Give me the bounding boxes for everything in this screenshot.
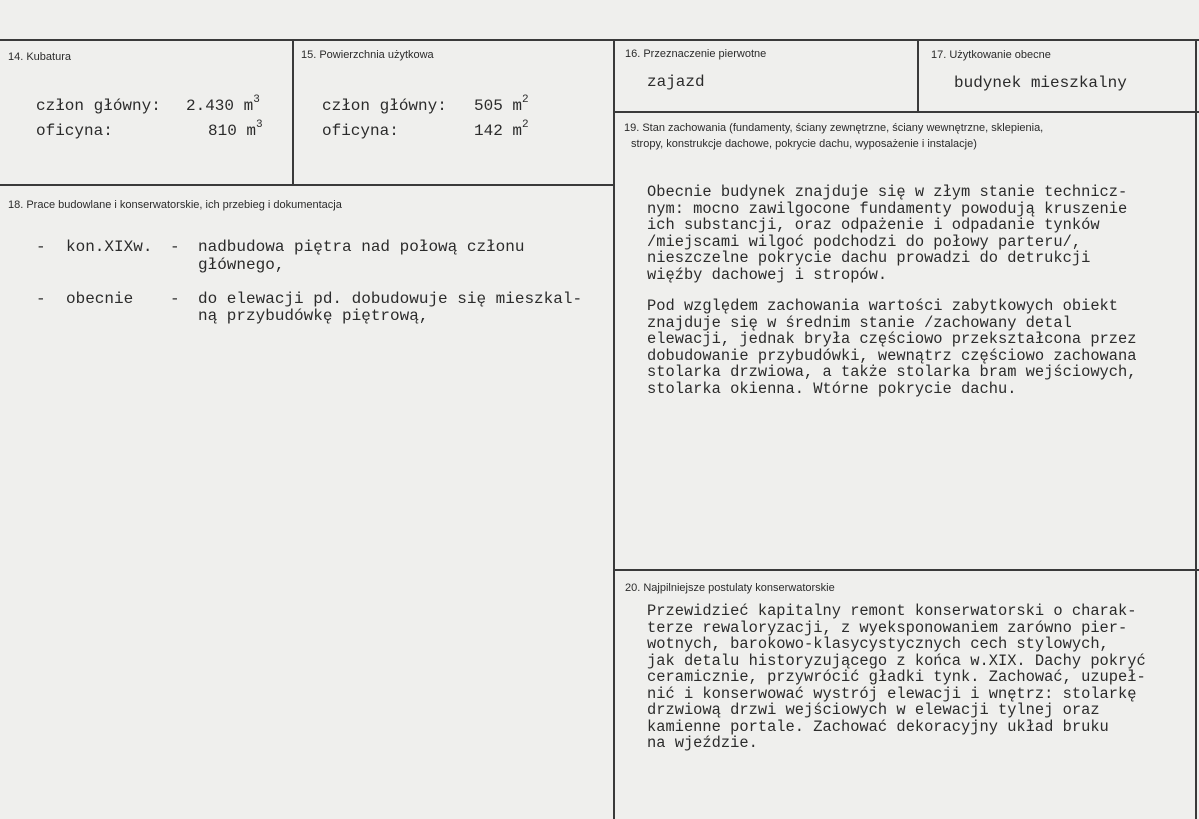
text-line: dobudowanie przybudówki, wewnątrz częściowo zachowana <box>647 346 1137 365</box>
text-line: ich substancji, oraz odpażenie i odpadanie tynków <box>647 216 1100 234</box>
field-19-label-line-2: stropy, konstrukcje dachowe, pokrycie dachu, wyposażenie i instalacje) <box>631 138 977 150</box>
text-line: na wjeździe. <box>647 734 758 752</box>
entry-dash: - <box>36 238 46 256</box>
text-line: nić i konserwować wystrój elewacji i wnętrz: stolarkę <box>647 684 1137 703</box>
field-19-label-line-1: 19. Stan zachowania (fundamenty, ściany zewnętrzne, ściany wewnętrzne, sklepienia, <box>624 122 1044 134</box>
top-rule <box>0 39 1199 41</box>
field-15-label: 15. Powierzchnia użytkowa <box>301 49 434 61</box>
field-20-paragraph <box>647 603 1146 752</box>
field-15-row-2-value: 142 $m^2$ <box>474 119 529 140</box>
divider-14-15 <box>292 40 294 186</box>
text-line: /miejscami wilgoć podchodzi do połowy parteru/, <box>647 232 1082 251</box>
field-17-value: budynek mieszkalny <box>954 74 1127 92</box>
field-14-label: 14. Kubatura <box>8 51 71 63</box>
rule-above-20 <box>614 569 1199 571</box>
entry-separator: - <box>170 238 180 256</box>
entry-text-line: ną przybudówkę piętrową, <box>198 307 429 325</box>
text-line: stolarka okienna. Wtórne pokrycie dachu. <box>647 379 1017 398</box>
text-line: Przewidzieć kapitalny remont konserwatorski o charak- <box>647 602 1137 620</box>
field-20-label: 20. Najpilniejsze postulaty konserwatorskie <box>625 582 835 594</box>
field-19-paragraph-1 <box>647 184 1127 283</box>
entry-separator: - <box>170 290 180 308</box>
field-16-label: 16. Przeznaczenie pierwotne <box>625 48 767 60</box>
divider-left-right <box>613 40 615 819</box>
field-19-paragraph-2 <box>647 298 1137 397</box>
text-line: wotnych, barokowo-klasycystycznych cech stylowych, <box>647 635 1109 653</box>
rule-under-16-17 <box>614 111 1199 113</box>
divider-16-17 <box>917 40 919 112</box>
field-15-row-1-name: człon główny: <box>322 97 447 115</box>
text-line: stolarka drzwiowa, a także stolarka bram wejściowych, <box>647 363 1137 381</box>
entry-text-line: nadbudowa piętra nad połową członu <box>198 238 525 256</box>
right-edge <box>1195 40 1197 819</box>
entry-text-line: głównego, <box>198 256 285 274</box>
field-17-label: 17. Użytkowanie obecne <box>931 49 1051 61</box>
entry-text-line: do elewacji pd. dobudowuje się mieszkal- <box>198 290 583 308</box>
text-line: nieszczelne pokrycie dachu prowadzi do detrukcji <box>647 249 1091 267</box>
field-16-value: zajazd <box>647 73 705 91</box>
text-line: drzwiową drzwi wejściowych w elewacji tylnej oraz <box>647 701 1100 719</box>
entry-date: obecnie <box>66 290 134 308</box>
field-18-label: 18. Prace budowlane i konserwatorskie, ich przebieg i dokumentacja <box>8 199 342 211</box>
field-14-row-1-name: człon główny: <box>36 97 161 115</box>
field-15-row-2-name: oficyna: <box>322 122 399 140</box>
rule-under-14-15 <box>0 184 614 186</box>
text-line: Pod względem zachowania wartości zabytkowych obiekt <box>647 297 1119 315</box>
field-15-row-1-value: 505 $m^2$ <box>474 94 529 115</box>
field-14-row-2-value: 810 $m^3$ <box>208 119 263 140</box>
text-line: Obecnie budynek znajduje się w złym stanie technicz- <box>647 183 1128 201</box>
text-line: terze rewaloryzacji, z wyeksponowaniem zarówno pier- <box>647 618 1128 637</box>
field-14-row-1-value: 2.430 $m^3$ <box>186 94 260 115</box>
text-line: więźby dachowej i stropów. <box>647 265 888 284</box>
text-line: kamienne portale. Zachować dekoracyjny układ bruku <box>647 717 1109 736</box>
text-line: znajduje się w średnim stanie /zachowany detal <box>647 313 1072 332</box>
entry-dash: - <box>36 290 46 308</box>
text-line: jak detalu historyzującego z końca w.XIX. Dachy pokryć <box>647 651 1146 670</box>
text-line: ceramicznie, przywrócić gładki tynk. Zachować, uzupeł- <box>647 668 1146 686</box>
text-line: nym: mocno zawilgocone fundamenty powodują kruszenie <box>647 199 1128 218</box>
field-14-row-2-name: oficyna: <box>36 122 113 140</box>
text-line: elewacji, jednak bryła częściowo przekształcona przez <box>647 330 1137 348</box>
entry-date: kon.XIXw. <box>66 238 153 256</box>
